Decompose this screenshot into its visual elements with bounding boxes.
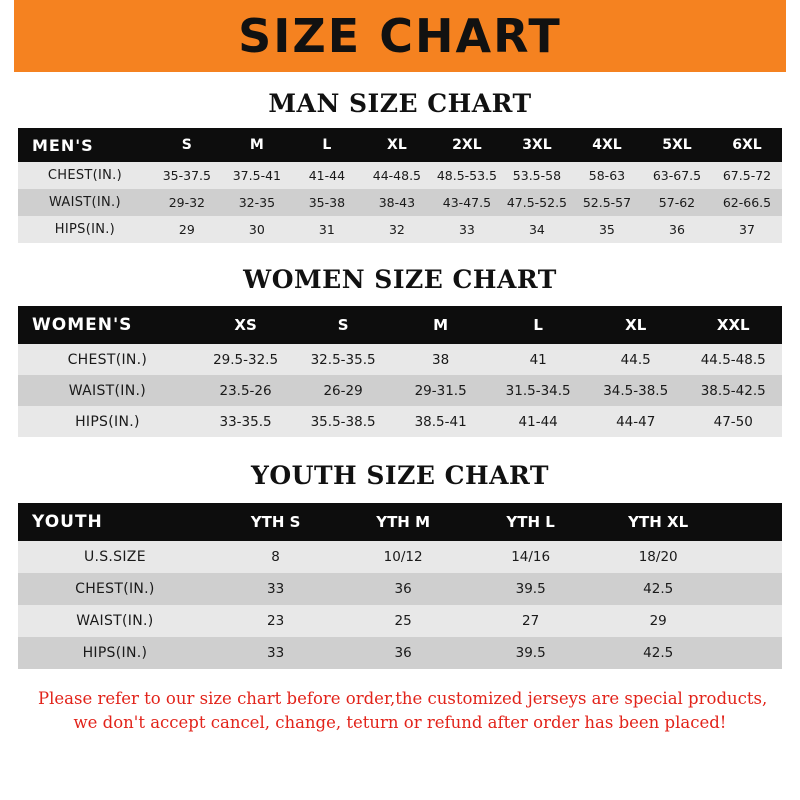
banner-right-margin (786, 0, 800, 72)
women-header-cell-1: XS (197, 306, 295, 344)
women-row2-label: HIPS(IN.) (18, 406, 197, 437)
table-row (18, 573, 782, 605)
women-table-head (18, 306, 782, 344)
women-row2-val1: 35.5-38.5 (294, 406, 392, 437)
women-row1-val0: 23.5-26 (197, 375, 295, 406)
man-table-body (18, 162, 782, 243)
man-row0-val7: 63-67.5 (642, 162, 712, 189)
footer-disclaimer (18, 687, 782, 735)
youth-section-title: YOUTH SIZE CHART (251, 461, 549, 490)
youth-row2-label: WAIST(IN.) (18, 605, 212, 637)
man-size-table (18, 128, 782, 243)
man-row2-val6: 35 (572, 216, 642, 243)
youth-row1-val3: 42.5 (594, 573, 722, 605)
women-row2-val3: 41-44 (489, 406, 587, 437)
women-row0-val4: 44.5 (587, 344, 685, 375)
table-row (18, 216, 782, 243)
youth-table-head (18, 503, 782, 541)
man-row1-val5: 47.5-52.5 (502, 189, 572, 216)
women-header-cell-3: M (392, 306, 490, 344)
women-table-body (18, 344, 782, 437)
youth-row3-val1: 36 (339, 637, 467, 669)
man-header-cell-8: 5XL (642, 128, 712, 162)
youth-row2-val3: 29 (594, 605, 722, 637)
women-header-cell-5: XL (587, 306, 685, 344)
women-row0-val3: 41 (489, 344, 587, 375)
man-row1-val7: 57-62 (642, 189, 712, 216)
man-row2-val5: 34 (502, 216, 572, 243)
man-header-cell-0: MEN'S (18, 128, 152, 162)
man-row1-val1: 32-35 (222, 189, 292, 216)
man-table-head (18, 128, 782, 162)
man-row1-val2: 35-38 (292, 189, 362, 216)
man-header-cell-9: 6XL (712, 128, 782, 162)
women-row0-val0: 29.5-32.5 (197, 344, 295, 375)
youth-header-cell-spacer (722, 503, 782, 541)
women-section-title: WOMEN SIZE CHART (243, 265, 557, 294)
youth-row0-val3: 18/20 (594, 541, 722, 573)
man-section-title: MAN SIZE CHART (268, 89, 532, 118)
man-header-cell-5: 2XL (432, 128, 502, 162)
man-header-cell-1: S (152, 128, 222, 162)
banner-left-margin (0, 0, 14, 72)
women-header-cell-6: XXL (684, 306, 782, 344)
table-header-row (18, 306, 782, 344)
man-row2-val2: 31 (292, 216, 362, 243)
youth-row3-val3: 42.5 (594, 637, 722, 669)
youth-header-cell-4: YTH XL (594, 503, 722, 541)
youth-header-cell-0: YOUTH (18, 503, 212, 541)
header-banner (0, 0, 800, 72)
women-header-cell-2: S (294, 306, 392, 344)
man-row0-val4: 48.5-53.5 (432, 162, 502, 189)
man-row2-val4: 33 (432, 216, 502, 243)
women-row1-label: WAIST(IN.) (18, 375, 197, 406)
man-header-cell-4: XL (362, 128, 432, 162)
man-row1-val8: 62-66.5 (712, 189, 782, 216)
youth-row0-spacer (722, 541, 782, 573)
youth-row1-val0: 33 (212, 573, 340, 605)
youth-row2-val0: 23 (212, 605, 340, 637)
man-header-cell-3: L (292, 128, 362, 162)
youth-row3-spacer (722, 637, 782, 669)
man-row1-val4: 43-47.5 (432, 189, 502, 216)
youth-row1-val1: 36 (339, 573, 467, 605)
footer-line-2: we don't accept cancel, change, teturn or refund after order has been placed! (73, 712, 727, 732)
youth-row2-val1: 25 (339, 605, 467, 637)
youth-row0-val2: 14/16 (467, 541, 595, 573)
man-row2-val7: 36 (642, 216, 712, 243)
women-header-cell-0: WOMEN'S (18, 306, 197, 344)
table-row (18, 605, 782, 637)
youth-row1-spacer (722, 573, 782, 605)
man-row0-val2: 41-44 (292, 162, 362, 189)
table-row (18, 189, 782, 216)
youth-row1-label: CHEST(IN.) (18, 573, 212, 605)
table-row (18, 406, 782, 437)
table-row (18, 637, 782, 669)
youth-row2-spacer (722, 605, 782, 637)
women-row2-val4: 44-47 (587, 406, 685, 437)
youth-row3-val0: 33 (212, 637, 340, 669)
women-row1-val3: 31.5-34.5 (489, 375, 587, 406)
women-row0-val1: 32.5-35.5 (294, 344, 392, 375)
women-row2-val2: 38.5-41 (392, 406, 490, 437)
table-row (18, 162, 782, 189)
women-row1-val5: 38.5-42.5 (684, 375, 782, 406)
man-row2-val3: 32 (362, 216, 432, 243)
man-header-cell-7: 4XL (572, 128, 642, 162)
man-row1-val6: 52.5-57 (572, 189, 642, 216)
youth-row3-val2: 39.5 (467, 637, 595, 669)
women-row1-val2: 29-31.5 (392, 375, 490, 406)
man-row0-val0: 35-37.5 (152, 162, 222, 189)
man-row2-val8: 37 (712, 216, 782, 243)
content-area (0, 89, 800, 735)
youth-row2-val2: 27 (467, 605, 595, 637)
youth-row0-label: U.S.SIZE (18, 541, 212, 573)
women-row2-val0: 33-35.5 (197, 406, 295, 437)
youth-header-cell-1: YTH S (212, 503, 340, 541)
table-row (18, 541, 782, 573)
table-header-row (18, 503, 782, 541)
table-row (18, 375, 782, 406)
table-row (18, 344, 782, 375)
man-row2-val0: 29 (152, 216, 222, 243)
man-row0-val3: 44-48.5 (362, 162, 432, 189)
women-row0-val2: 38 (392, 344, 490, 375)
women-row0-label: CHEST(IN.) (18, 344, 197, 375)
page-title: SIZE CHART (238, 9, 562, 63)
youth-row0-val0: 8 (212, 541, 340, 573)
women-row2-val5: 47-50 (684, 406, 782, 437)
table-header-row (18, 128, 782, 162)
youth-size-table (18, 503, 782, 669)
women-row1-val4: 34.5-38.5 (587, 375, 685, 406)
youth-header-cell-3: YTH L (467, 503, 595, 541)
women-row1-val1: 26-29 (294, 375, 392, 406)
women-row0-val5: 44.5-48.5 (684, 344, 782, 375)
youth-row0-val1: 10/12 (339, 541, 467, 573)
youth-row3-label: HIPS(IN.) (18, 637, 212, 669)
man-row2-label: HIPS(IN.) (18, 216, 152, 243)
man-row0-val8: 67.5-72 (712, 162, 782, 189)
man-row1-val0: 29-32 (152, 189, 222, 216)
man-row1-label: WAIST(IN.) (18, 189, 152, 216)
man-row2-val1: 30 (222, 216, 292, 243)
man-row0-val6: 58-63 (572, 162, 642, 189)
man-row0-val5: 53.5-58 (502, 162, 572, 189)
youth-header-cell-2: YTH M (339, 503, 467, 541)
youth-table-body (18, 541, 782, 669)
women-header-cell-4: L (489, 306, 587, 344)
man-row0-label: CHEST(IN.) (18, 162, 152, 189)
women-size-table (18, 306, 782, 437)
footer-line-1: Please refer to our size chart before order,the customized jerseys are special products, (38, 689, 768, 708)
man-header-cell-2: M (222, 128, 292, 162)
man-row0-val1: 37.5-41 (222, 162, 292, 189)
man-row1-val3: 38-43 (362, 189, 432, 216)
youth-row1-val2: 39.5 (467, 573, 595, 605)
man-header-cell-6: 3XL (502, 128, 572, 162)
